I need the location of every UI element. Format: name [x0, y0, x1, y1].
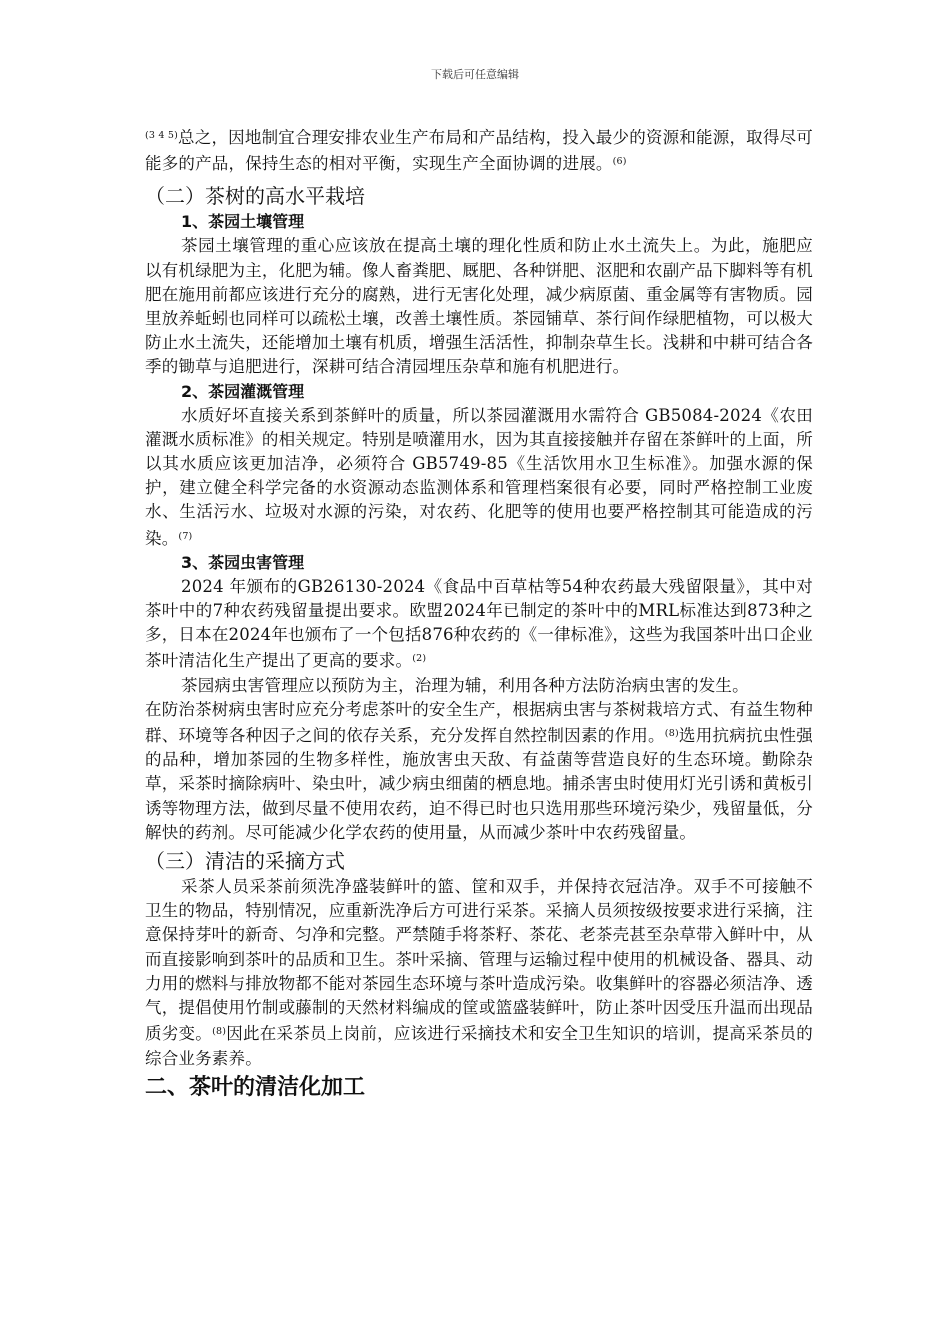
paragraph-pest-control — [145, 698, 813, 845]
page-header: 下载后可任意编辑 — [431, 68, 519, 81]
chapter-heading-processing: 二、茶叶的清洁化加工 — [145, 1074, 366, 1100]
intro-text: 总之，因地制宜合理安排农业生产布局和产品结构，投入最少的资源和能源，取得尽可能多的产品，保持生态的相对平衡，实现生产全面协调的进展。 — [145, 128, 813, 174]
pest-control-text-b: 选用抗病抗虫性强的品种，增加茶园的生物多样性，施放害虫天敌、有益菌等营造良好的生态环境。勤除杂草，采茶时摘除病叶、染虫叶，减少病虫细菌的栖息地。捕杀害虫时使用灯光引诱和黄板引诱等物理方法，做到尽量不使用农药，迫不得已时也只选用那些环境污染少，残留量低，分解快的药剂。尽可能减少化学农药的使用量，从而减少茶叶中农药残留量。 — [145, 726, 813, 842]
subheading-pest: 3、茶园虫害管理 — [181, 552, 305, 572]
citation: (7) — [178, 530, 193, 542]
paragraph-soil: 茶园土壤管理的重心应该放在提高土壤的理化性质和防止水土流失上。为此，施肥应以有机绿肥为主，化肥为辅。像人畜粪肥、厩肥、各种饼肥、沤肥和农副产品下脚料等有机肥在施用前都应该进行充分的腐熟，进行无害化处理，减少病原菌、重金属等有害物质。园里放养蚯蚓也同样可以疏松土壤，改善土壤性质。茶园铺草、茶行间作绿肥植物，可以极大防止水土流失，还能增加土壤有机质，增强生活活性，抑制杂草生长。浅耕和中耕可结合各季的锄草与追肥进行，深耕可结合清园埋压杂草和施有机肥进行。 — [145, 236, 813, 377]
paragraph-harvest — [145, 875, 813, 1071]
intro-paragraph — [145, 124, 813, 176]
citation: (8) — [664, 728, 679, 740]
pest-standards-text: 2024 年颁布的GB26130-2024《食品中百草枯等54种农药最大残留限量》，其中对茶叶中的7种农药残留量提出要求。欧盟2024年已制定的茶叶中的MRL标准达到873种之多，日本在2024年也颁布了一个包括876种农药的《一律标准》，这些为我国茶叶出口企业茶叶清洁化生产提出了更高的要求。 — [145, 576, 813, 671]
subheading-soil: 1、茶园土壤管理 — [181, 212, 305, 232]
paragraph-irrigation — [145, 404, 813, 551]
section-heading-harvest: （三）清洁的采摘方式 — [145, 849, 345, 874]
citation: (2) — [412, 653, 427, 665]
paragraph-pest-standards — [145, 575, 813, 674]
document-body — [145, 124, 813, 1103]
irrigation-text: 水质好坏直接关系到茶鲜叶的质量，所以茶园灌溉用水需符合 GB5084-2024《农田灌溉水质标准》的相关规定。特别是喷灌用水，因为其直接接触并存留在茶鲜叶的上面，所以其水质应该更加洁净，必须符合 GB5749-85《生活饮用水卫生标准》。加强水源的保护，建立健全科学完备的水资源动态监测体系和管理档案很有必要，同时严格控制工业废水、生活污水、垃圾对水源的污染，对农药、化肥等的使用也要严格控制其可能造成的污染。 — [145, 405, 813, 548]
subheading-irrigation: 2、茶园灌溉管理 — [181, 381, 305, 401]
citation: (6) — [612, 156, 627, 168]
section-heading-cultivation: （二）茶树的高水平栽培 — [145, 184, 365, 209]
harvest-text-b: 因此在采茶员上岗前，应该进行采摘技术和安全卫生知识的培训，提高采茶员的综合业务素养。 — [145, 1024, 813, 1068]
paragraph-pest-principle: 茶园病虫害管理应以预防为主，治理为辅，利用各种方法防治病虫害的发生。 — [181, 675, 749, 695]
citation: (8) — [212, 1026, 227, 1038]
pest-control-text-a: 在防治茶树病虫害时应充分考虑茶叶的安全生产，根据病虫害与茶树栽培方式、有益生物种群、环境等各种因子之间的依存关系，充分发挥自然控制因素的作用。 — [145, 699, 813, 746]
citation: (3 4 5) — [145, 130, 179, 141]
harvest-text-a: 采茶人员采茶前须洗净盛装鲜叶的篮、筐和双手，并保持衣冠洁净。双手不可接触不卫生的物品，特别情况，应重新洗净后方可进行采茶。采摘人员须按级按要求进行采摘，注意保持芽叶的新奇、匀净和完整。严禁随手将茶籽、茶花、老茶壳甚至杂草带入鲜叶中，从而直接影响到茶叶的品质和卫生。茶叶采摘、管理与运输过程中使用的机械设备、器具、动力用的燃料与排放物都不能对茶园生态环境与茶叶造成污染。收集鲜叶的容器必须洁净、透气，提倡使用竹制或藤制的天然材料编成的筐或篮盛装鲜叶，防止茶叶因受压升温而出现品质劣变。 — [145, 877, 813, 1044]
